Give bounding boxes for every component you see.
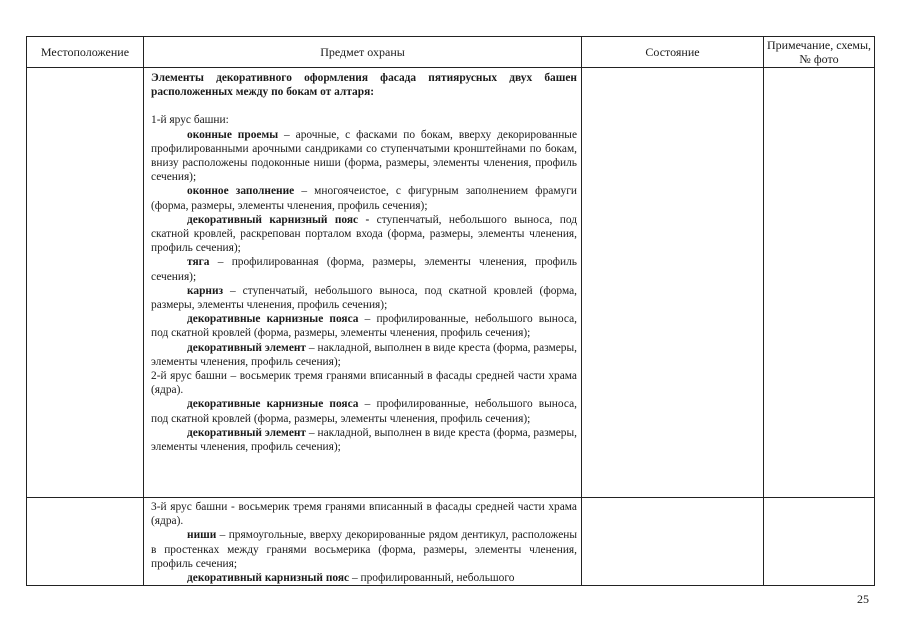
item-text: – многоячеистое, с фигурным заполнением фрамуги (форма, размеры, элементы членения, профиль сечения); [151, 185, 577, 212]
cell-subject [144, 498, 582, 586]
page-number: 25 [857, 592, 869, 606]
cell-state [582, 68, 764, 498]
item-term: оконное заполнение [187, 185, 295, 198]
tier-2-items [151, 397, 577, 454]
item-text: – профилированный, небольшого [349, 572, 515, 585]
item-term: декоративный элемент [187, 341, 307, 354]
section-title: Элементы декоративного оформления фасада пятиярусных двух башен расположенных между по бокам от алтаря: [151, 72, 577, 99]
list-item [151, 397, 577, 425]
item-term: декоративные карнизные пояса [187, 398, 359, 411]
item-text: – арочные, с фасками по бокам, вверху декорированные профилированными арочными сандриками со ступенчатыми кронштейнами по бокам, внизу расположены подоконные ниши (форма, размеры, элементы членения, профиль сечения); [151, 128, 578, 184]
item-term: карниз [187, 284, 224, 297]
cell-subject [144, 68, 582, 498]
cell-notes [764, 498, 875, 586]
item-text: – профилированные, небольшого выноса, под скатной кровлей (форма, размеры, элементы членения, профиль сечения); [151, 398, 577, 425]
item-text: ступенчатый, небольшого выноса, под скатной кровлей, раскрепован порталом входа (форма, размеры, элементы членения, профиль сечения); [151, 213, 577, 255]
header-location: Местоположение [27, 37, 144, 68]
header-notes: Примечание, схемы, № фото [764, 37, 875, 68]
item-term: оконные проемы [187, 128, 279, 141]
list-item [151, 312, 577, 340]
item-text: – ступенчатый, небольшого выноса, под скатной кровлей (форма, размеры, элементы членения, профиль сечения); [151, 284, 577, 312]
header-state: Состояние [582, 37, 764, 68]
tier-3-items [151, 528, 577, 585]
item-term: декоративный элемент [187, 426, 307, 439]
item-text: – профилированные, небольшого выноса, под скатной кровлей (форма, размеры, элементы членения, профиль сечения); [151, 313, 577, 340]
item-term: декоративные карнизные пояса [187, 313, 359, 326]
item-text: – профилированная (форма, размеры, элементы членения, профиль сечения); [151, 256, 577, 283]
item-text: – накладной, выполнен в виде креста (форма, размеры, элементы членения, профиль сечения); [151, 341, 577, 368]
cell-location [27, 68, 144, 498]
header-subject: Предмет охраны [144, 37, 582, 68]
list-item [151, 341, 577, 369]
table-row [27, 68, 875, 498]
list-item [151, 213, 577, 256]
cell-state [582, 498, 764, 586]
list-item [151, 184, 577, 212]
protection-table [26, 36, 875, 586]
item-text: – прямоугольные, вверху декорированные рядом дентикул, расположены в простенках между гранями восьмерика (форма, размеры, элементы членения, профиль сечения; [151, 529, 577, 570]
list-item [151, 128, 577, 185]
list-item [151, 426, 577, 454]
tier-1-items [151, 128, 577, 369]
item-text: – накладной, выполнен в виде креста (форма, размеры, элементы членения, профиль сечения); [151, 426, 577, 454]
tier-3-label: 3-й ярус башни - восьмерик тремя гранями вписанный в фасады средней части храма (ядра). [151, 501, 577, 528]
table-row [27, 498, 875, 586]
tier-1-label: 1-й ярус башни: [151, 114, 229, 127]
table-header [27, 37, 875, 68]
list-item [151, 255, 577, 283]
item-term: декоративный карнизный пояс [187, 572, 350, 585]
item-term: декоративный карнизный пояс - [187, 213, 370, 226]
item-term: ниши [187, 529, 217, 542]
cell-location [27, 498, 144, 586]
tier-2-label: 2-й ярус башни – восьмерик тремя гранями вписанный в фасады средней части храма (ядра). [151, 370, 577, 397]
list-item [151, 284, 577, 312]
list-item [151, 528, 577, 571]
list-item [151, 571, 577, 585]
cell-notes [764, 68, 875, 498]
item-term: тяга [187, 256, 210, 269]
